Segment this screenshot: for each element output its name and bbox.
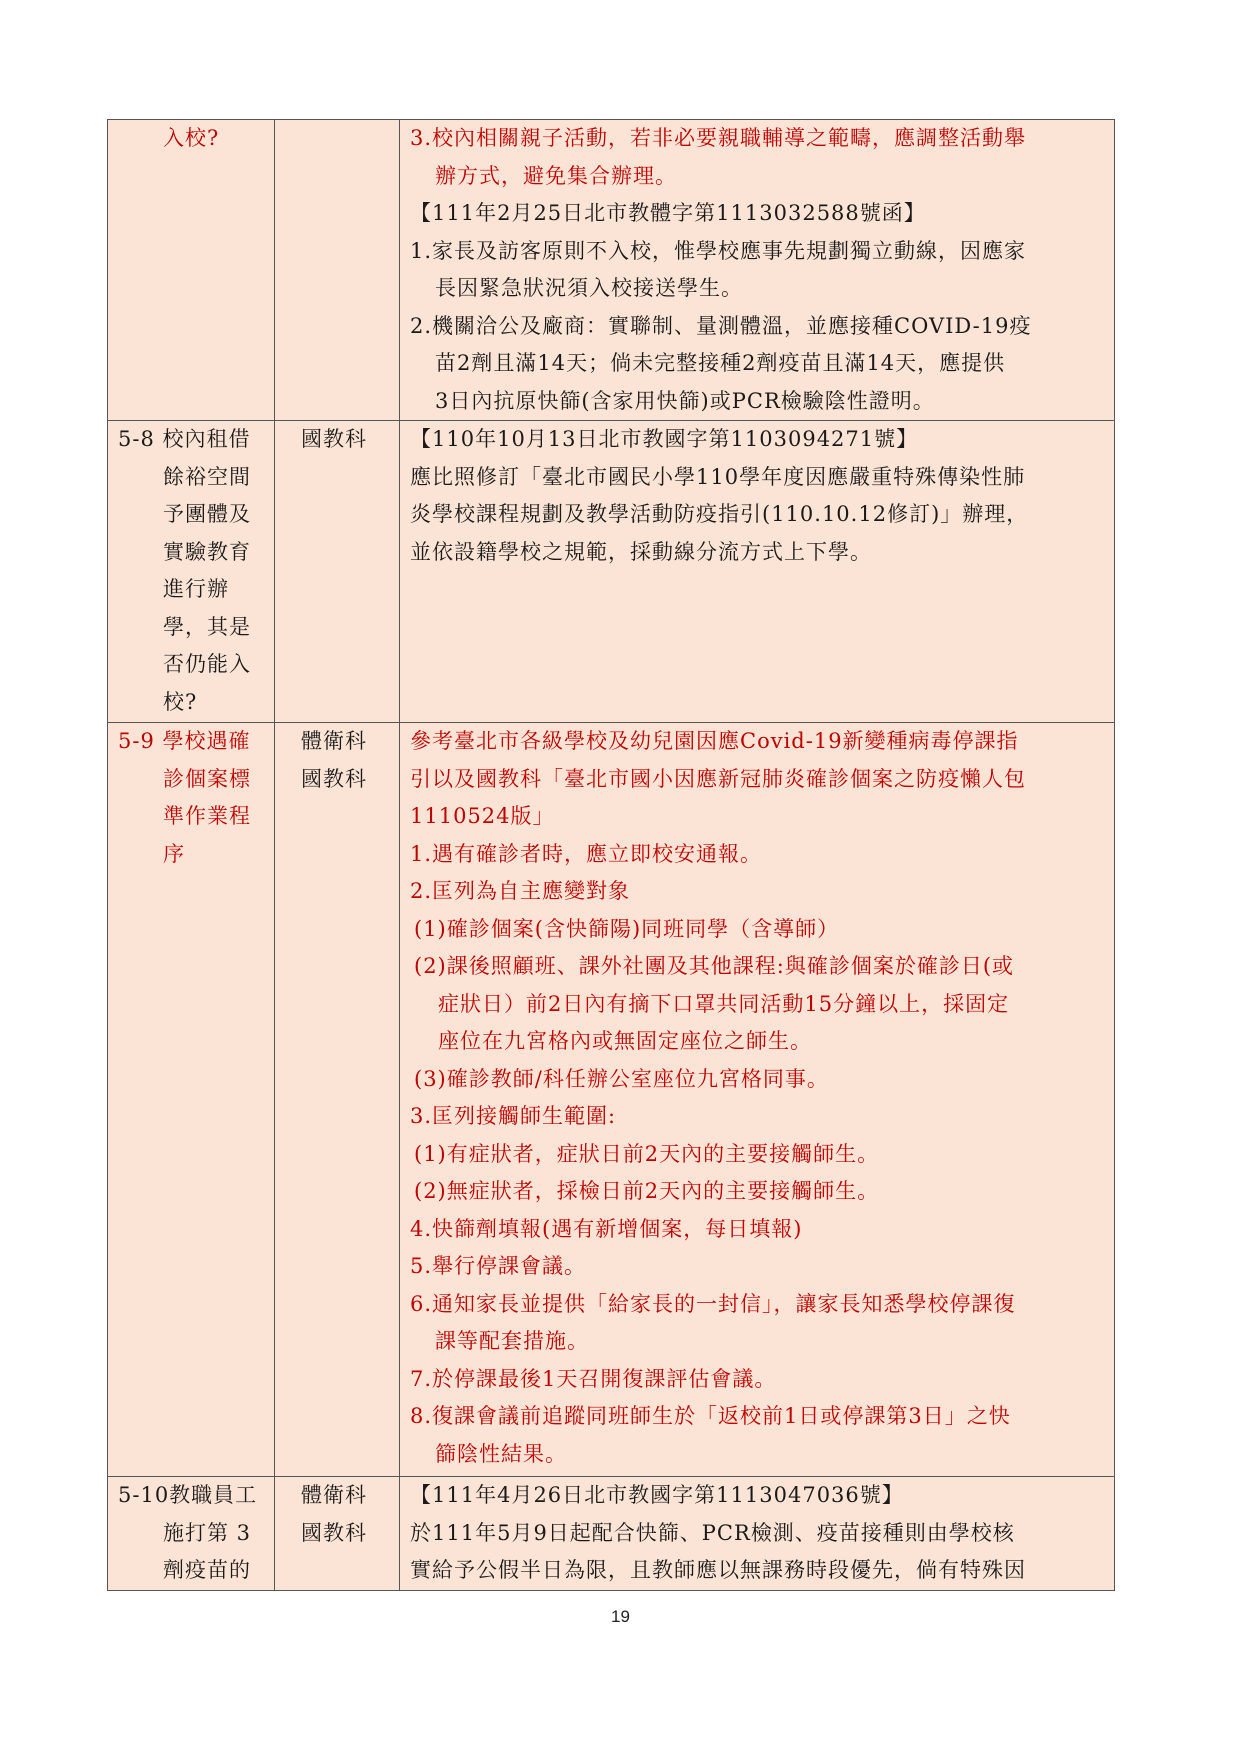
content-cell xyxy=(400,421,1115,723)
dept-cell xyxy=(275,120,400,421)
content-cell xyxy=(400,120,1115,421)
topic-line: 否仍能入 xyxy=(163,652,251,676)
content-line: 炎學校課程規劃及教學活動防疫指引(110.10.12修訂)」辦理， xyxy=(410,502,1029,526)
content-line: 7.於停課最後1天召開復課評估會議。 xyxy=(410,1366,777,1391)
content-line: 症狀日）前2日內有摘下口罩共同活動15分鐘以上，採固定 xyxy=(438,991,1010,1016)
topic-cell xyxy=(108,723,275,1477)
topic-cell xyxy=(108,1477,275,1591)
content-line: (2)課後照顧班、課外社團及其他課程:與確診個案於確診日(或 xyxy=(414,954,1015,978)
topic-line: 學，其是 xyxy=(163,614,251,639)
table-row xyxy=(108,120,1115,421)
document-table xyxy=(107,119,1115,1591)
content-line: 2.機關洽公及廠商：實聯制、量測體溫，並應接種COVID-19疫 xyxy=(410,313,1032,338)
content-line: 1.遇有確診者時，應立即校安通報。 xyxy=(410,841,763,866)
dept-cell xyxy=(275,421,400,723)
dept-cell xyxy=(275,1477,400,1591)
topic-line: 校? xyxy=(163,689,198,714)
topic-cell xyxy=(108,421,275,723)
content-line: 辦方式，避免集合辦理。 xyxy=(435,163,677,188)
topic-line: 5-10教職員工 xyxy=(118,1483,258,1507)
content-line: 4.快篩劑填報(遇有新增個案，每日填報) xyxy=(410,1216,803,1241)
content-line: 3.匡列接觸師生範圍: xyxy=(410,1104,617,1128)
topic-line: 序 xyxy=(163,841,185,866)
dept-line: 國教科 xyxy=(301,766,367,791)
dept-line: 國教科 xyxy=(301,427,367,451)
topic-line: 施打第 3 xyxy=(163,1520,252,1545)
topic-line: 劑疫苗的 xyxy=(163,1558,251,1582)
content-line: 【111年4月26日北市教國字第1113047036號】 xyxy=(410,1483,904,1507)
topic-line: 進行辦 xyxy=(163,577,229,601)
topic-line: 診個案標 xyxy=(163,766,251,791)
table-row xyxy=(108,723,1115,1477)
content-line: (1)有症狀者，症狀日前2天內的主要接觸師生。 xyxy=(414,1141,880,1166)
topic-line: 5-9 學校遇確 xyxy=(118,729,251,753)
content-line: 【111年2月25日北市教體字第1113032588號函】 xyxy=(410,201,926,225)
content-line: 5.舉行停課會議。 xyxy=(410,1254,587,1278)
content-line: 2.匡列為自主應變對象 xyxy=(410,879,631,903)
content-line: 1.家長及訪客原則不入校，惟學校應事先規劃獨立動線，因應家 xyxy=(410,238,1027,263)
page-number: 19 xyxy=(611,1607,630,1626)
content-line: 篩陰性結果。 xyxy=(435,1441,567,1466)
content-line: (1)確診個案(含快篩陽)同班同學（含導師） xyxy=(414,916,840,941)
topic-cell xyxy=(108,120,275,421)
content-line: 【110年10月13日北市教國字第1103094271號】 xyxy=(410,427,919,451)
content-line: 座位在九宮格內或無固定座位之師生。 xyxy=(438,1029,812,1053)
topic-line: 予團體及 xyxy=(163,502,251,526)
content-line: 並依設籍學校之規範，採動線分流方式上下學。 xyxy=(410,539,872,564)
content-line: 苗2劑且滿14天；倘未完整接種2劑疫苗且滿14天，應提供 xyxy=(435,351,1006,375)
content-line: 應比照修訂「臺北市國民小學110學年度因應嚴重特殊傳染性肺 xyxy=(410,464,1026,489)
dept-line: 體衛科 xyxy=(301,1483,367,1507)
topic-line: 準作業程 xyxy=(163,804,251,828)
dept-line: 體衛科 xyxy=(301,729,367,753)
content-line: 1110524版」 xyxy=(410,804,555,828)
content-line: 3日內抗原快篩(含家用快篩)或PCR檢驗陰性證明。 xyxy=(435,388,935,413)
content-line: 長因緊急狀況須入校接送學生。 xyxy=(435,276,743,300)
content-line: 參考臺北市各級學校及幼兒園因應Covid-19新變種病毒停課指 xyxy=(410,729,1019,753)
content-line: 8.復課會議前追蹤同班師生於「返校前1日或停課第3日」之快 xyxy=(410,1404,1011,1428)
dept-cell xyxy=(275,723,400,1477)
table-row xyxy=(108,1477,1115,1591)
content-line: (3)確診教師/科任辦公室座位九宮格同事。 xyxy=(414,1066,829,1091)
content-cell xyxy=(400,1477,1115,1591)
content-cell xyxy=(400,723,1115,1477)
topic-line: 入校? xyxy=(163,126,220,150)
dept-line: 國教科 xyxy=(301,1520,367,1545)
content-line: 於111年5月9日起配合快篩、PCR檢測、疫苗接種則由學校核 xyxy=(410,1520,1015,1545)
content-line: 課等配套措施。 xyxy=(435,1329,589,1353)
content-line: 6.通知家長並提供「給家長的一封信」，讓家長知悉學校停課復 xyxy=(410,1291,1016,1316)
content-line: 3.校內相關親子活動，若非必要親職輔導之範疇，應調整活動舉 xyxy=(410,126,1027,150)
table-row xyxy=(108,421,1115,723)
topic-line: 實驗教育 xyxy=(163,539,251,564)
topic-line: 5-8 校內租借 xyxy=(118,427,251,451)
content-line: (2)無症狀者，採檢日前2天內的主要接觸師生。 xyxy=(414,1179,880,1203)
content-line: 引以及國教科「臺北市國小因應新冠肺炎確診個案之防疫懶人包 xyxy=(410,766,1026,791)
topic-line: 餘裕空間 xyxy=(163,464,251,489)
content-line: 實給予公假半日為限，且教師應以無課務時段優先，倘有特殊因 xyxy=(410,1558,1026,1582)
